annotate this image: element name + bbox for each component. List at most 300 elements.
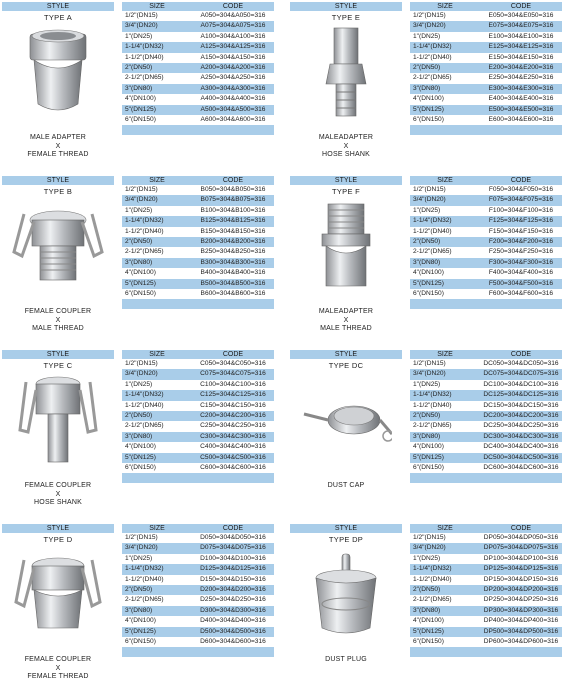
size-cell: 1"(DN25)	[125, 380, 153, 388]
size-cell: 2-1/2"(DN65)	[125, 422, 164, 430]
size-cell: 4"(DN100)	[125, 443, 156, 451]
table-row	[410, 453, 562, 463]
table-row	[410, 369, 562, 379]
size-header: SIZE	[437, 351, 453, 358]
code-cell: D150=304&D150=316	[200, 575, 266, 583]
size-code-table	[410, 524, 562, 657]
size-cell: 5"(DN125)	[413, 627, 444, 635]
size-cell: 1-1/2"(DN40)	[413, 575, 452, 583]
type-f-coupling-icon	[300, 200, 392, 292]
code-header: CODE	[510, 351, 532, 358]
table-row	[410, 359, 562, 369]
table-row	[122, 637, 274, 647]
size-cell: 6"(DN150)	[413, 637, 444, 645]
table-footer-bar	[122, 473, 274, 483]
size-cell: 1/2"(DN15)	[413, 534, 446, 541]
size-cell: 6"(DN150)	[125, 289, 156, 297]
size-code-table	[410, 176, 562, 309]
style-header: STYLE	[290, 2, 402, 11]
style-column	[2, 350, 114, 514]
size-cell: 2"(DN50)	[125, 411, 153, 419]
table-row	[410, 185, 562, 195]
style-header: STYLE	[290, 524, 402, 533]
style-header: STYLE	[2, 176, 114, 185]
code-cell: E100=304&E100=316	[488, 32, 554, 40]
size-cell: 1"(DN25)	[125, 554, 153, 562]
table-row	[410, 11, 562, 21]
code-cell: C100=304&C100=316	[200, 380, 266, 388]
table-row	[122, 195, 274, 205]
table-header	[410, 524, 562, 533]
table-row	[122, 369, 274, 379]
table-row	[410, 21, 562, 31]
code-cell: D100=304&D100=316	[200, 554, 266, 562]
code-cell: E050=304&E050=316	[488, 12, 554, 19]
product-image	[300, 26, 392, 118]
code-cell: C600=304&C600=316	[200, 463, 266, 471]
size-cell: 3/4"(DN20)	[125, 22, 158, 30]
size-cell: 4"(DN100)	[413, 617, 444, 625]
table-row	[122, 359, 274, 369]
code-cell: D250=304&D250=316	[200, 596, 266, 604]
size-header: SIZE	[437, 177, 453, 184]
code-cell: D075=304&D075=316	[200, 544, 266, 552]
style-column	[290, 524, 402, 688]
type-a-coupling-icon	[12, 26, 104, 118]
code-cell: DC050=304&DC050=316	[483, 360, 559, 367]
type-c-coupling-icon	[12, 374, 104, 466]
size-cell: 1"(DN25)	[413, 32, 441, 40]
product-block	[290, 524, 568, 688]
code-cell: DP300=304&DP300=316	[483, 606, 559, 614]
code-header: CODE	[222, 3, 244, 10]
code-cell: D500=304&D500=316	[200, 627, 266, 635]
table-row	[122, 606, 274, 616]
product-block	[2, 350, 284, 514]
size-cell: 2"(DN50)	[125, 585, 153, 593]
size-cell: 1-1/4"(DN32)	[413, 565, 452, 573]
table-row	[122, 463, 274, 473]
table-row	[410, 533, 562, 543]
table-row	[410, 411, 562, 421]
size-cell: 4"(DN100)	[125, 617, 156, 625]
size-cell: 3"(DN80)	[125, 432, 153, 440]
size-cell: 1/2"(DN15)	[125, 534, 158, 541]
size-cell: 3"(DN80)	[413, 258, 441, 266]
table-row	[122, 227, 274, 237]
table-row	[410, 637, 562, 647]
style-column	[290, 2, 402, 166]
size-cell: 5"(DN125)	[125, 279, 156, 287]
table-row	[122, 442, 274, 452]
table-row	[122, 73, 274, 83]
table-row	[122, 42, 274, 52]
type-b-coupling-icon	[12, 200, 104, 292]
code-cell: F050=304&F050=316	[488, 186, 554, 193]
table-row	[122, 63, 274, 73]
size-cell: 2"(DN50)	[413, 63, 441, 71]
table-row	[122, 11, 274, 21]
size-cell: 1-1/2"(DN40)	[413, 401, 452, 409]
table-row	[410, 94, 562, 104]
size-cell: 1"(DN25)	[125, 32, 153, 40]
size-cell: 1/2"(DN15)	[413, 12, 446, 19]
size-header: SIZE	[149, 525, 165, 532]
size-cell: 1/2"(DN15)	[413, 360, 446, 367]
size-cell: 2"(DN50)	[125, 237, 153, 245]
size-cell: 3/4"(DN20)	[125, 196, 158, 204]
code-cell: A600=304&A600=316	[200, 115, 266, 123]
code-cell: DP400=304&DP400=316	[483, 617, 559, 625]
table-footer-bar	[410, 125, 562, 135]
code-cell: C250=304&C250=316	[200, 422, 266, 430]
table-row	[122, 268, 274, 278]
table-row	[410, 442, 562, 452]
table-row	[122, 575, 274, 585]
type-d-coupling-icon	[12, 548, 104, 640]
code-cell: A075=304&A075=316	[200, 22, 266, 30]
table-row	[122, 21, 274, 31]
code-cell: E125=304&E125=316	[488, 43, 554, 51]
product-description: FEMALE COUPLER X FEMALE THREAD	[24, 656, 92, 680]
code-header: CODE	[222, 177, 244, 184]
style-column	[2, 2, 114, 166]
code-cell: B300=304&B300=316	[200, 258, 266, 266]
table-row	[410, 247, 562, 257]
product-block	[290, 176, 568, 340]
size-cell: 1-1/2"(DN40)	[413, 53, 452, 61]
size-cell: 1-1/2"(DN40)	[413, 227, 452, 235]
size-cell: 3/4"(DN20)	[413, 370, 446, 378]
code-header: CODE	[510, 177, 532, 184]
product-image	[300, 548, 392, 640]
table-row	[410, 543, 562, 553]
size-cell: 1-1/2"(DN40)	[125, 227, 164, 235]
table-row	[410, 227, 562, 237]
table-body	[410, 533, 562, 647]
size-cell: 1"(DN25)	[413, 380, 441, 388]
code-cell: DC150=304&DC150=316	[483, 401, 559, 409]
table-row	[122, 185, 274, 195]
table-footer-bar	[410, 473, 562, 483]
table-row	[410, 206, 562, 216]
table-row	[122, 84, 274, 94]
code-cell: B150=304&B150=316	[200, 227, 266, 235]
table-row	[122, 543, 274, 553]
size-cell: 1-1/4"(DN32)	[125, 217, 164, 225]
size-cell: 3"(DN80)	[413, 606, 441, 614]
table-row	[410, 564, 562, 574]
code-cell: C500=304&C500=316	[200, 453, 266, 461]
table-row	[122, 289, 274, 299]
code-cell: A300=304&A300=316	[200, 84, 266, 92]
code-cell: DP075=304&DP075=316	[483, 544, 559, 552]
code-cell: B200=304&B200=316	[200, 237, 266, 245]
code-cell: F600=304&F600=316	[488, 289, 554, 297]
size-header: SIZE	[437, 525, 453, 532]
size-cell: 5"(DN125)	[413, 105, 444, 113]
size-code-table	[410, 2, 562, 135]
table-row	[122, 401, 274, 411]
size-header: SIZE	[149, 351, 165, 358]
code-cell: E075=304&E075=316	[488, 22, 554, 30]
code-header: CODE	[222, 525, 244, 532]
table-row	[410, 268, 562, 278]
size-cell: 1-1/2"(DN40)	[125, 53, 164, 61]
code-cell: D200=304&D200=316	[200, 585, 266, 593]
table-row	[410, 401, 562, 411]
product-description: MALEADAPTER X MALE THREAD	[318, 308, 374, 332]
table-row	[410, 554, 562, 564]
size-code-table	[122, 524, 274, 657]
style-header: STYLE	[2, 2, 114, 11]
table-row	[410, 432, 562, 442]
style-column	[2, 524, 114, 688]
table-row	[122, 411, 274, 421]
size-cell: 1-1/4"(DN32)	[413, 43, 452, 51]
size-code-table	[122, 2, 274, 135]
size-cell: 3"(DN80)	[413, 84, 441, 92]
table-body	[122, 359, 274, 473]
table-row	[122, 421, 274, 431]
table-body	[122, 11, 274, 125]
table-row	[122, 595, 274, 605]
code-cell: F250=304&F250=316	[488, 248, 554, 256]
size-cell: 6"(DN150)	[413, 463, 444, 471]
table-row	[410, 616, 562, 626]
table-body	[410, 11, 562, 125]
code-cell: D300=304&D300=316	[200, 606, 266, 614]
code-header: CODE	[510, 3, 532, 10]
code-cell: F500=304&F500=316	[488, 279, 554, 287]
size-cell: 2-1/2"(DN65)	[413, 596, 452, 604]
code-header: CODE	[222, 351, 244, 358]
type-label: TYPE E	[331, 13, 361, 22]
table-header	[122, 524, 274, 533]
table-row	[410, 105, 562, 115]
product-description: FEMALE COUPLER X MALE THREAD	[24, 308, 92, 332]
size-cell: 3/4"(DN20)	[413, 22, 446, 30]
table-footer-bar	[410, 299, 562, 309]
code-cell: C200=304&C200=316	[200, 411, 266, 419]
size-cell: 1-1/4"(DN32)	[413, 217, 452, 225]
table-row	[122, 564, 274, 574]
size-cell: 2-1/2"(DN65)	[125, 248, 164, 256]
table-row	[410, 237, 562, 247]
product-block	[2, 2, 284, 166]
code-cell: C050=304&C050=316	[200, 360, 266, 367]
table-row	[122, 533, 274, 543]
code-header: CODE	[510, 525, 532, 532]
code-cell: E400=304&E400=316	[488, 95, 554, 103]
code-cell: E150=304&E150=316	[488, 53, 554, 61]
code-cell: F300=304&F300=316	[488, 258, 554, 266]
table-row	[410, 421, 562, 431]
style-header: STYLE	[290, 350, 402, 359]
dust-plug-icon	[300, 548, 392, 640]
table-row	[122, 627, 274, 637]
size-cell: 6"(DN150)	[125, 463, 156, 471]
size-cell: 3"(DN80)	[125, 606, 153, 614]
table-row	[122, 247, 274, 257]
code-cell: DP200=304&DP200=316	[483, 585, 559, 593]
size-cell: 3"(DN80)	[413, 432, 441, 440]
code-cell: A125=304&A125=316	[200, 43, 266, 51]
size-cell: 2-1/2"(DN65)	[413, 422, 452, 430]
size-cell: 1"(DN25)	[125, 206, 153, 214]
size-cell: 2"(DN50)	[413, 411, 441, 419]
table-body	[410, 359, 562, 473]
size-code-table	[122, 176, 274, 309]
code-cell: C075=304&C075=316	[200, 370, 266, 378]
table-header	[122, 176, 274, 185]
size-cell: 2"(DN50)	[413, 237, 441, 245]
type-label: TYPE F	[331, 187, 361, 196]
product-image	[300, 374, 392, 466]
table-row	[122, 432, 274, 442]
product-block	[290, 2, 568, 166]
table-footer-bar	[122, 647, 274, 657]
size-cell: 2-1/2"(DN65)	[413, 74, 452, 82]
size-cell: 2-1/2"(DN65)	[125, 596, 164, 604]
size-cell: 1/2"(DN15)	[125, 186, 158, 193]
table-header	[122, 350, 274, 359]
code-cell: E200=304&E200=316	[488, 63, 554, 71]
size-cell: 5"(DN125)	[125, 453, 156, 461]
size-cell: 1/2"(DN15)	[125, 12, 158, 19]
table-row	[122, 115, 274, 125]
code-cell: DC600=304&DC600=316	[483, 463, 559, 471]
table-row	[122, 32, 274, 42]
type-label: TYPE B	[43, 187, 73, 196]
code-cell: DP125=304&DP125=316	[483, 565, 559, 573]
product-block	[2, 524, 284, 688]
table-row	[410, 73, 562, 83]
code-cell: F200=304&F200=316	[488, 237, 554, 245]
table-row	[410, 258, 562, 268]
code-cell: B250=304&B250=316	[200, 248, 266, 256]
table-row	[410, 279, 562, 289]
table-row	[410, 216, 562, 226]
code-cell: A150=304&A150=316	[200, 53, 266, 61]
size-cell: 5"(DN125)	[125, 627, 156, 635]
table-row	[122, 105, 274, 115]
style-column	[2, 176, 114, 340]
table-row	[410, 53, 562, 63]
size-cell: 2"(DN50)	[125, 63, 153, 71]
size-cell: 3"(DN80)	[125, 258, 153, 266]
code-cell: E250=304&E250=316	[488, 74, 554, 82]
code-cell: B075=304&B075=316	[200, 196, 266, 204]
code-cell: DP100=304&DP100=316	[483, 554, 559, 562]
product-description: FEMALE COUPLER X HOSE SHANK	[24, 482, 92, 506]
code-cell: C150=304&C150=316	[200, 401, 266, 409]
code-cell: F100=304&F100=316	[488, 206, 554, 214]
size-cell: 5"(DN125)	[413, 279, 444, 287]
size-cell: 2-1/2"(DN65)	[413, 248, 452, 256]
table-row	[122, 585, 274, 595]
code-cell: D600=304&D600=316	[200, 637, 266, 645]
table-row	[122, 390, 274, 400]
code-cell: A050=304&A050=316	[200, 12, 266, 19]
size-cell: 3/4"(DN20)	[125, 544, 158, 552]
table-header	[410, 2, 562, 11]
table-row	[410, 463, 562, 473]
table-row	[122, 216, 274, 226]
size-code-table	[410, 350, 562, 483]
size-header: SIZE	[149, 177, 165, 184]
product-image	[300, 200, 392, 292]
table-footer-bar	[410, 647, 562, 657]
size-cell: 5"(DN125)	[413, 453, 444, 461]
code-cell: A500=304&A500=316	[200, 105, 266, 113]
table-row	[122, 53, 274, 63]
table-row	[122, 380, 274, 390]
table-row	[122, 258, 274, 268]
table-body	[122, 533, 274, 647]
code-cell: B125=304&B125=316	[200, 217, 266, 225]
table-row	[410, 627, 562, 637]
table-row	[410, 380, 562, 390]
size-cell: 4"(DN100)	[413, 443, 444, 451]
table-footer-bar	[122, 299, 274, 309]
size-cell: 1-1/4"(DN32)	[125, 43, 164, 51]
size-cell: 1-1/4"(DN32)	[125, 565, 164, 573]
code-cell: DP150=304&DP150=316	[483, 575, 559, 583]
code-cell: F150=304&F150=316	[488, 227, 554, 235]
table-row	[410, 289, 562, 299]
size-cell: 4"(DN100)	[413, 95, 444, 103]
size-cell: 2-1/2"(DN65)	[125, 74, 164, 82]
table-body	[410, 185, 562, 299]
code-cell: DC200=304&DC200=316	[483, 411, 559, 419]
product-image	[12, 374, 104, 466]
product-description: MALE ADAPTER X FEMALE THREAD	[27, 134, 89, 158]
size-cell: 1"(DN25)	[413, 206, 441, 214]
size-header: SIZE	[149, 3, 165, 10]
code-cell: D125=304&D125=316	[200, 565, 266, 573]
code-cell: DC075=304&DC075=316	[483, 370, 559, 378]
code-cell: E500=304&E500=316	[488, 105, 554, 113]
product-image	[12, 548, 104, 640]
size-cell: 1-1/4"(DN32)	[413, 391, 452, 399]
size-cell: 4"(DN100)	[125, 269, 156, 277]
code-cell: DP250=304&DP250=316	[483, 596, 559, 604]
size-header: SIZE	[437, 3, 453, 10]
product-image	[12, 26, 104, 118]
table-row	[122, 453, 274, 463]
table-row	[410, 595, 562, 605]
size-code-table	[122, 350, 274, 483]
table-footer-bar	[122, 125, 274, 135]
table-header	[122, 2, 274, 11]
size-cell: 3/4"(DN20)	[125, 370, 158, 378]
table-row	[122, 616, 274, 626]
product-block	[2, 176, 284, 340]
code-cell: B600=304&B600=316	[200, 289, 266, 297]
product-block	[290, 350, 568, 514]
code-cell: C400=304&C400=316	[200, 443, 266, 451]
code-cell: F125=304&F125=316	[488, 217, 554, 225]
table-row	[410, 115, 562, 125]
code-cell: DP500=304&DP500=316	[483, 627, 559, 635]
size-cell: 1-1/2"(DN40)	[125, 575, 164, 583]
size-cell: 6"(DN150)	[413, 115, 444, 123]
table-row	[410, 42, 562, 52]
product-description: DUST PLUG	[325, 656, 367, 663]
table-body	[122, 185, 274, 299]
size-cell: 3/4"(DN20)	[413, 196, 446, 204]
